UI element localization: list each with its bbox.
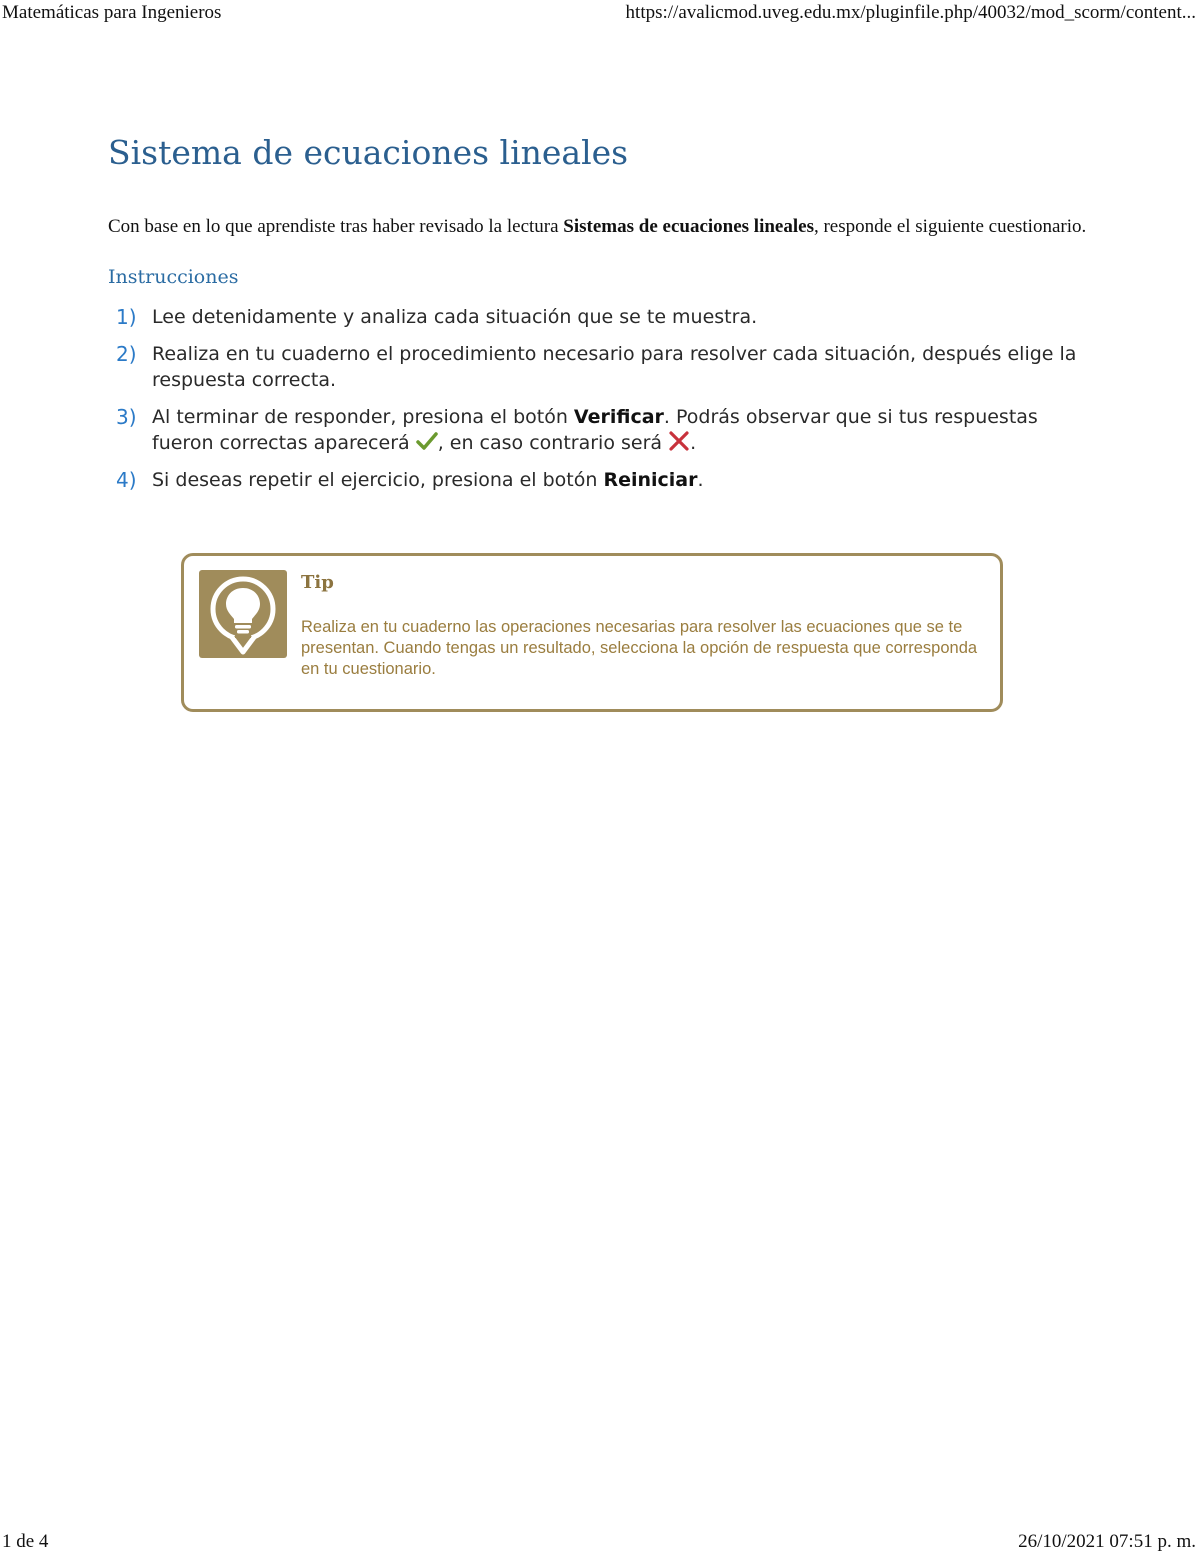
- print-header-url: https://avalicmod.uveg.edu.mx/pluginfile.php/40032/mod_scorm/content...: [625, 2, 1196, 23]
- main-content: [108, 130, 1088, 504]
- step-number: 1): [116, 305, 137, 329]
- intro-paragraph: [108, 214, 1088, 240]
- list-item: [108, 467, 1088, 493]
- tip-box: [181, 553, 1003, 712]
- step-number: 2): [116, 342, 137, 366]
- list-item: [108, 341, 1088, 393]
- checkmark-icon: [416, 431, 438, 451]
- step-number: 3): [116, 405, 137, 429]
- step-number: 4): [116, 468, 137, 492]
- step-text-part: . Podrás observar que si tus respuestas fueron correctas aparecerá: [152, 406, 1038, 454]
- verify-button-name: Verificar: [573, 406, 664, 428]
- step-text: Lee detenidamente y analiza cada situación que se te muestra.: [152, 306, 758, 328]
- print-header-title: Matemáticas para Ingenieros: [2, 2, 222, 23]
- reset-button-name: Reiniciar: [603, 469, 698, 491]
- intro-text-before: Con base en lo que aprendiste tras haber revisado la lectura: [108, 216, 564, 237]
- step-text: [152, 404, 1082, 456]
- list-item: [108, 404, 1088, 456]
- intro-reading-title: Sistemas de ecuaciones lineales: [563, 216, 814, 237]
- list-item: [108, 304, 1088, 330]
- instructions-list: [108, 304, 1088, 493]
- page-title: Sistema de ecuaciones lineales: [108, 133, 629, 172]
- lightbulb-icon: [199, 570, 287, 658]
- step-text-part: , en caso contrario será: [437, 432, 669, 454]
- print-timestamp: 26/10/2021 07:51 p. m.: [1018, 1531, 1196, 1552]
- step-text: Realiza en tu cuaderno el procedimiento necesario para resolver cada situación, después elige la respuesta correcta.: [152, 343, 1077, 391]
- step-text: [152, 467, 1082, 493]
- step-text-part: Si deseas repetir el ejercicio, presiona el botón: [152, 469, 604, 491]
- page-number: 1 de 4: [2, 1531, 49, 1552]
- tip-title: Tip: [301, 572, 334, 593]
- tip-text: Realiza en tu cuaderno las operaciones necesarias para resolver las ecuaciones que se te presentan. Cuando tengas un resultado, selecciona la opción de respuesta que corresponda en tu cuestionario.: [301, 618, 978, 678]
- step-text-part: Al terminar de responder, presiona el botón: [152, 406, 574, 428]
- step-text-part: .: [697, 469, 704, 491]
- instructions-heading: Instrucciones: [108, 266, 239, 288]
- cross-icon: [668, 431, 690, 451]
- step-text-part: .: [690, 432, 697, 454]
- intro-text-after: , responde el siguiente cuestionario.: [813, 216, 1087, 237]
